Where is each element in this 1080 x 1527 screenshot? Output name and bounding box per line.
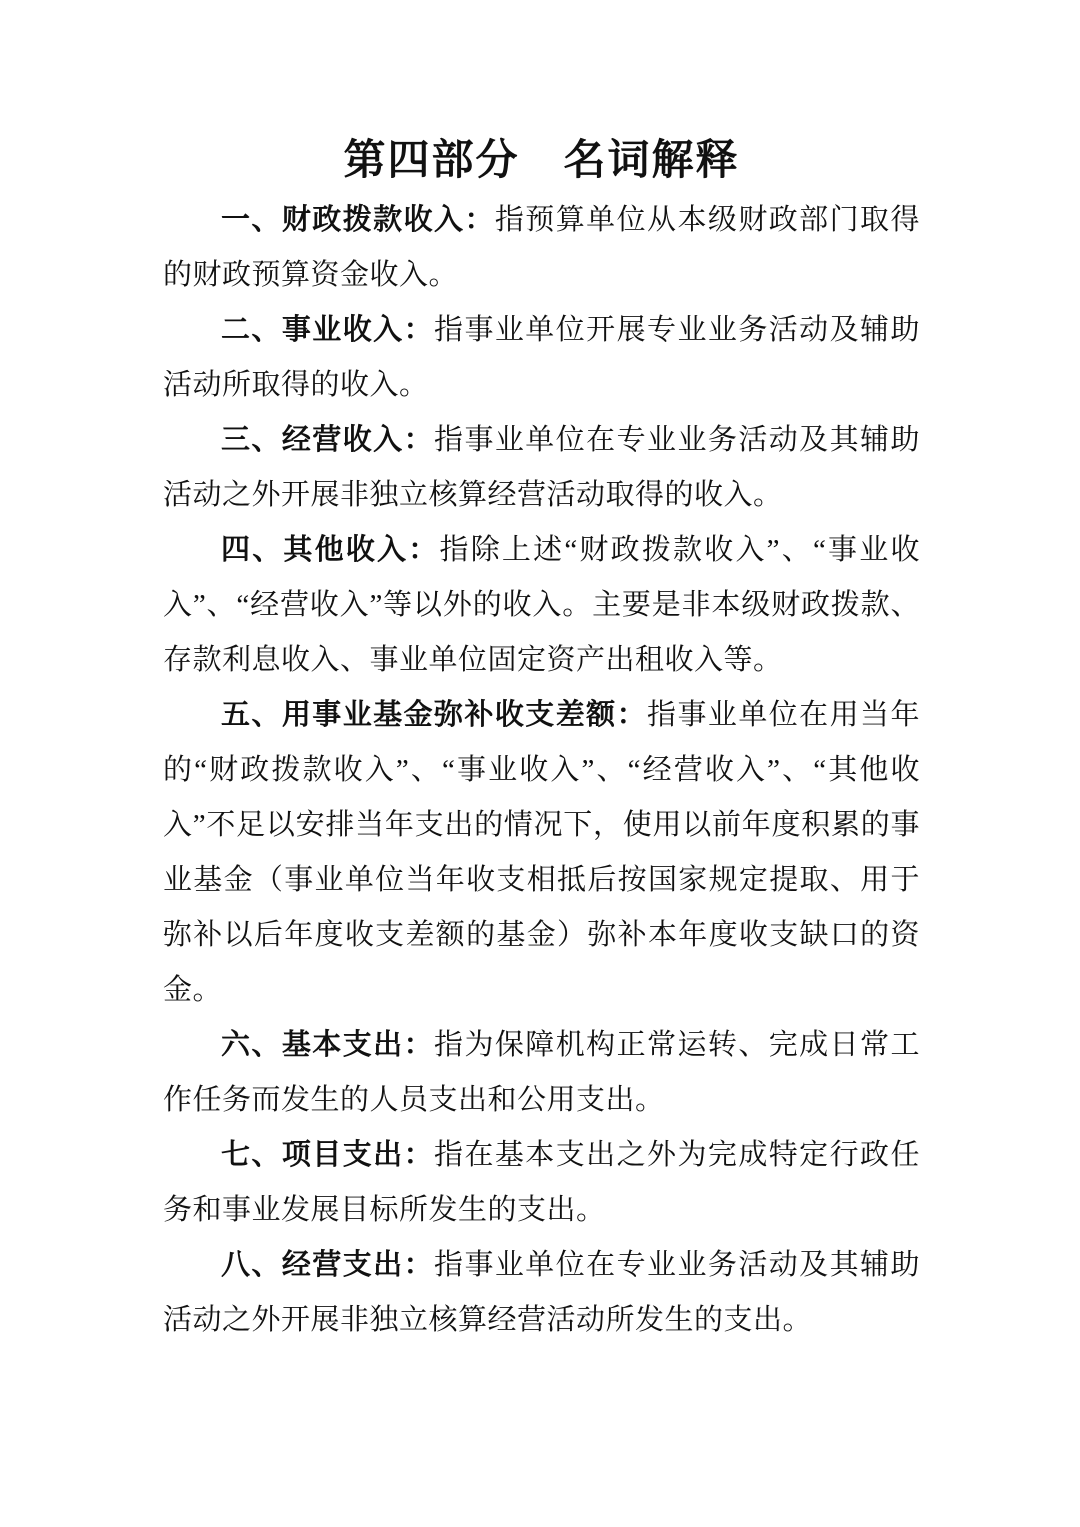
term-definition: 指除上述“财政拨款收入”、“事业收入”、“经营收入”等以外的收入。主要是非本级财政拨款、存款利息收入、事业单位固定资产出租收入等。 [163, 534, 920, 676]
term-definition: 指事业单位在用当年的“财政拨款收入”、“事业收入”、“经营收入”、“其他收入”不足以安排当年支出的情况下，使用以前年度积累的事业基金（事业单位当年收支相抵后按国家规定提取、用于弥补以后年度收支差额的基金）弥补本年度收支缺口的资金。 [163, 699, 920, 1006]
term-definition: 指事业单位在专业业务活动及其辅助活动之外开展非独立核算经营活动所发生的支出。 [163, 1249, 920, 1336]
term-paragraph [163, 1018, 920, 1128]
term-paragraph [163, 523, 920, 688]
term-paragraph [163, 193, 920, 303]
term-label: 二、事业收入： [221, 314, 435, 346]
term-label: 五、用事业基金弥补收支差额： [221, 699, 648, 731]
term-paragraph [163, 1238, 920, 1348]
page-title: 第四部分 名词解释 [343, 136, 740, 183]
term-label: 八、经营支出： [221, 1249, 435, 1281]
term-label: 三、经营收入： [221, 424, 435, 456]
term-paragraph [163, 1128, 920, 1238]
term-paragraph [163, 413, 920, 523]
term-label: 一、财政拨款收入： [221, 204, 495, 236]
term-definition: 指为保障机构正常运转、完成日常工作任务而发生的人员支出和公用支出。 [163, 1029, 920, 1116]
terms-list [163, 193, 920, 1348]
term-label: 七、项目支出： [221, 1139, 435, 1171]
term-definition: 指预算单位从本级财政部门取得的财政预算资金收入。 [163, 204, 920, 291]
term-label: 四、其他收入： [221, 534, 440, 566]
term-definition: 指事业单位在专业业务活动及其辅助活动之外开展非独立核算经营活动取得的收入。 [163, 424, 920, 511]
term-paragraph [163, 303, 920, 413]
term-paragraph [163, 688, 920, 1018]
term-definition: 指事业单位开展专业业务活动及辅助活动所取得的收入。 [163, 314, 920, 401]
term-label: 六、基本支出： [221, 1029, 435, 1061]
term-definition: 指在基本支出之外为完成特定行政任务和事业发展目标所发生的支出。 [163, 1139, 920, 1226]
